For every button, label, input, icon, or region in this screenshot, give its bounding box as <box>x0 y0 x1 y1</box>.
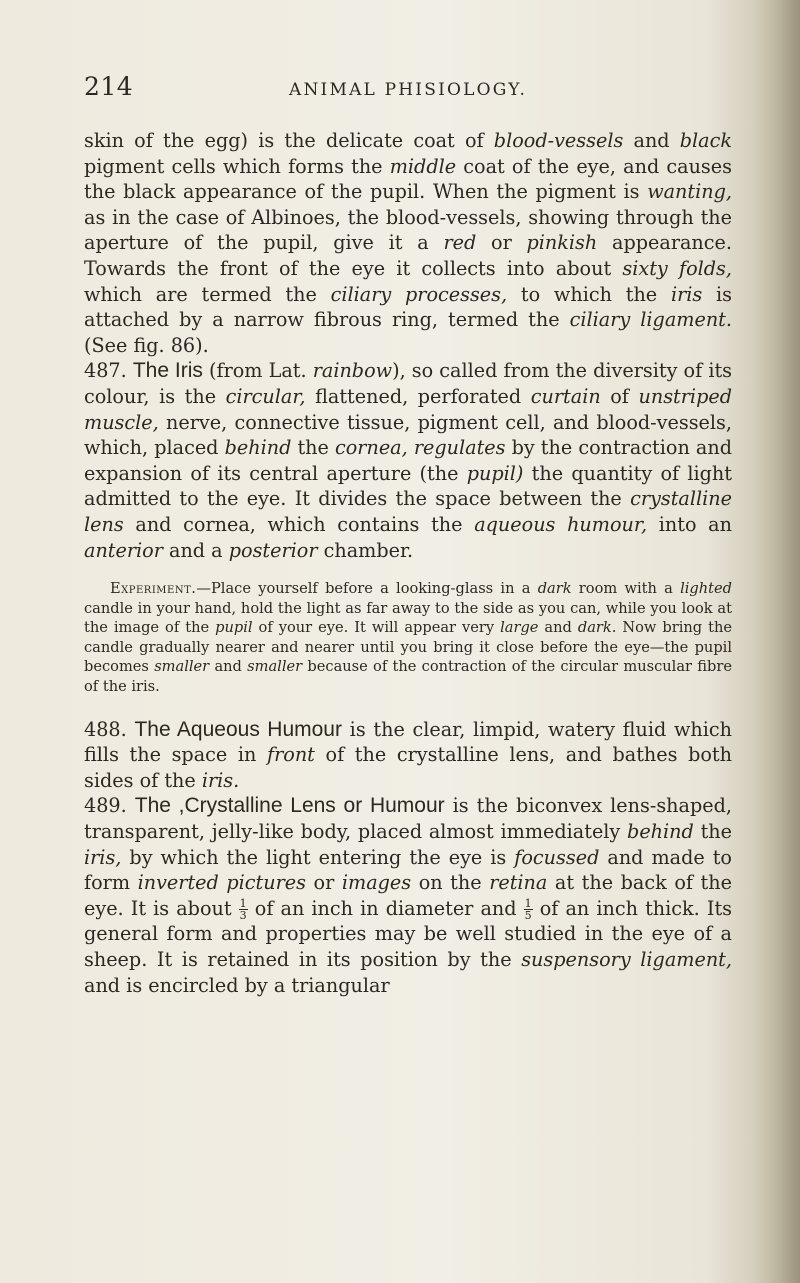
page-number: 214 <box>84 72 134 101</box>
text-run: of your eye. It will appear very <box>252 619 501 637</box>
italic-term: unstriped muscle, <box>84 384 732 434</box>
section-heading: The Iris <box>132 359 203 383</box>
text-run: of an inch thick. Its general form and properties may be well studied in the eye of a sheep. It is retained in its position by the <box>84 896 732 971</box>
text-run: pigment cells which forms the <box>84 154 390 178</box>
italic-term: large <box>500 619 539 637</box>
experiment-note <box>84 579 732 697</box>
text-run: candle in your hand, hold the light as far away to the side as you can, while you look at the image of the <box>84 599 732 637</box>
text-run: because of the contraction of the circular muscular fibre of the iris. <box>84 658 732 696</box>
italic-term: front <box>267 743 315 767</box>
italic-term: pinkish <box>526 231 598 255</box>
text-run: (See fig. 86). <box>84 333 209 357</box>
text-run: coat of the eye, and causes the black appearance of the pupil. When the pigment is <box>84 154 732 204</box>
italic-term: smaller <box>154 658 210 676</box>
italic-term: circular, <box>225 384 306 408</box>
italic-term: red <box>443 231 477 255</box>
italic-term: pupil <box>215 619 253 637</box>
text-run: is attached by a narrow fibrous ring, termed the <box>84 282 732 332</box>
text-run: appearance. Towards the front of the eye it collects into about <box>84 231 732 280</box>
text-run: and made to form <box>84 845 732 895</box>
italic-term: posterior <box>228 538 318 562</box>
fraction-denominator: 5 <box>524 908 532 922</box>
italic-term: curtain <box>530 384 601 408</box>
text-run: or <box>476 231 527 255</box>
text-run: or <box>305 871 342 895</box>
text-run: and <box>623 129 680 152</box>
text-run: Now bring the candle gradually nearer and nearer until you bring it close before the eye—the pupil becomes <box>84 619 733 676</box>
text-run: (from Lat. <box>202 359 313 383</box>
italic-term: smaller <box>247 658 303 676</box>
italic-term: cornea, regulates <box>335 436 506 460</box>
fraction-one-fifth <box>524 898 533 921</box>
italic-term: ciliary ligament. <box>569 308 732 332</box>
text-run: flattened, perforated <box>305 384 531 408</box>
italic-term: pupil) <box>466 461 524 485</box>
italic-term: behind <box>224 436 292 460</box>
text-run: at the back of the eye. It is about <box>84 871 732 920</box>
text-run: nerve, connective tissue, pigment cell, and blood-vessels, which, placed <box>84 410 732 460</box>
fraction-one-third <box>239 898 248 921</box>
text-run: and cornea, which contains the <box>123 512 475 536</box>
text-run: and is encircled by a triangular <box>84 973 390 997</box>
text-run: of the crystalline lens, and bathes both sides of the <box>84 743 732 792</box>
italic-term: blood-vessels <box>493 129 624 152</box>
text-run: of an inch in diameter and <box>247 896 524 920</box>
text-run: by which the light entering the eye is <box>121 845 515 869</box>
text-run: the quantity of light admitted to the eye. It divides the space between the <box>84 461 732 511</box>
text-run: is the biconvex lens-shaped, transparent, jelly-like body, placed almost immediately <box>84 794 732 844</box>
italic-term: rainbow <box>312 359 393 383</box>
section-heading: The ,Crystalline Lens or Humour <box>134 794 445 818</box>
text-run: and <box>538 619 578 637</box>
section-heading: The Aqueous Humour <box>134 717 342 741</box>
italic-term: dark. <box>577 619 617 637</box>
section-number: 487. <box>84 359 127 383</box>
text-run: is the clear, limpid, watery fluid which fills the space in <box>84 717 732 767</box>
italic-term: iris <box>670 282 703 306</box>
italic-term: aqueous humour, <box>474 512 648 536</box>
text-run: chamber. <box>317 538 414 562</box>
italic-term: wanting, <box>647 180 732 204</box>
italic-term: middle <box>389 154 457 178</box>
paragraph-489-crystalline-lens <box>84 793 732 998</box>
italic-term: sixty folds, <box>622 256 732 280</box>
italic-term: anterior <box>84 538 163 562</box>
text-run: the <box>291 436 335 460</box>
italic-term: iris. <box>201 768 240 792</box>
section-number: 489. <box>84 794 127 818</box>
body-text <box>84 128 732 998</box>
text-run: the <box>693 820 732 844</box>
italic-term: images <box>341 871 412 895</box>
italic-term: iris, <box>84 845 122 869</box>
fraction-numerator: 1 <box>239 896 247 910</box>
text-run: of <box>600 384 639 408</box>
text-run: on the <box>411 871 490 895</box>
experiment-label: Experiment. <box>110 580 197 598</box>
text-run: skin of the egg) is the delicate coat of <box>84 129 494 152</box>
text-run: —Place yourself before a looking-glass in a <box>196 580 538 598</box>
italic-term: behind <box>627 820 694 844</box>
page-edge-stain <box>754 0 800 1283</box>
section-number: 488. <box>84 717 127 741</box>
italic-term: ciliary processes, <box>330 282 508 306</box>
text-run: to which the <box>507 282 671 306</box>
italic-term: lighted <box>680 580 732 598</box>
page-header <box>84 72 744 108</box>
italic-term: crystalline lens <box>84 487 732 536</box>
fraction-denominator: 3 <box>239 908 247 922</box>
paragraph-choroid <box>84 128 732 358</box>
running-head: ANIMAL PHISIOLOGY. <box>289 80 528 100</box>
paragraph-488-aqueous-humour <box>84 717 732 794</box>
text-run: which are termed the <box>84 282 331 306</box>
text-run: into an <box>647 512 732 536</box>
text-run: ), so called from the diversity of its colour, is the <box>84 359 733 408</box>
italic-term: suspensory ligament, <box>521 948 732 971</box>
text-run: and a <box>162 538 229 562</box>
text-run: room with a <box>571 580 681 598</box>
italic-term: black <box>679 129 732 152</box>
text-run: and <box>209 658 248 676</box>
italic-term: retina <box>489 871 548 895</box>
text-run: as in the case of Albinoes, the blood-vessels, showing through the aperture of the pupil, give it a <box>84 205 732 255</box>
fraction-numerator: 1 <box>524 896 532 910</box>
italic-term: inverted pictures <box>137 871 306 895</box>
italic-term: focussed <box>514 845 600 869</box>
paragraph-487-iris <box>84 358 732 563</box>
text-run: by the contraction and expansion of its central aperture (the <box>84 436 733 485</box>
italic-term: dark <box>537 580 572 598</box>
